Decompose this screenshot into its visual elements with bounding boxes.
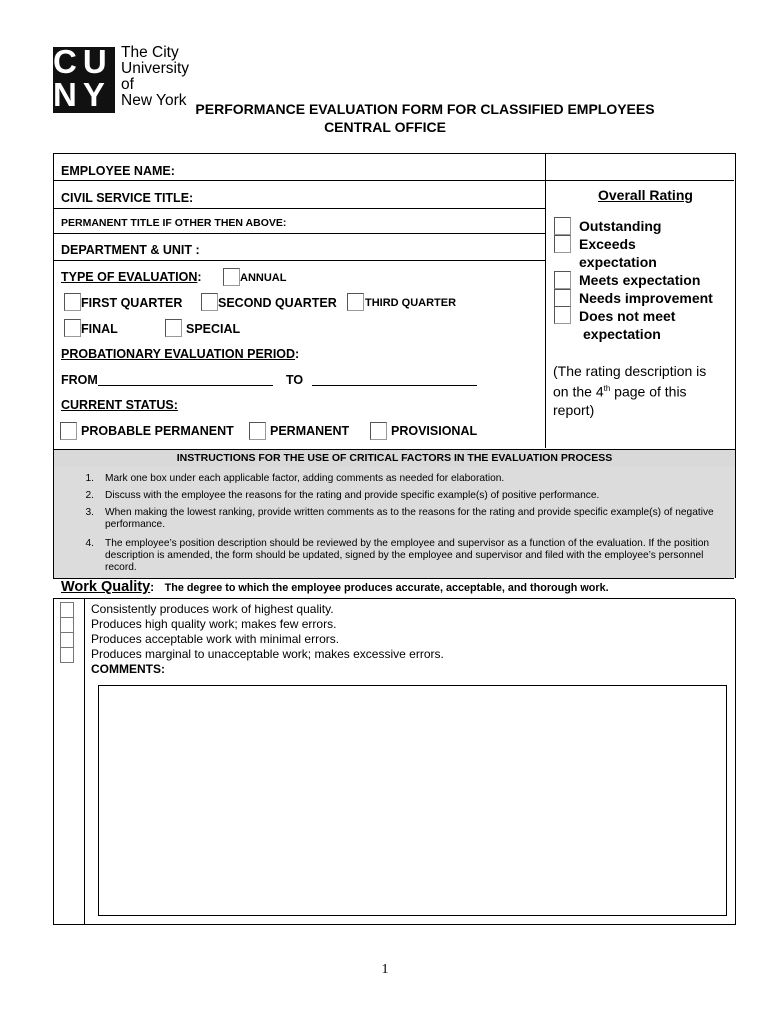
form-title-line1: PERFORMANCE EVALUATION FORM FOR CLASSIFIED EMPLOYEES xyxy=(195,101,655,117)
comments-label: COMMENTS: xyxy=(91,662,165,676)
work-quality-header: Work Quality: The degree to which the employee produces accurate, acceptable, and thorough work. xyxy=(61,579,609,595)
to-label: TO xyxy=(286,373,304,387)
does-not-meet-checkbox[interactable] xyxy=(554,306,571,324)
work-quality-option-4-checkbox[interactable] xyxy=(60,647,74,663)
type-of-evaluation-label: TYPE OF EVALUATION: xyxy=(61,270,202,284)
third-quarter-label: THIRD QUARTER xyxy=(365,297,457,309)
final-checkbox[interactable] xyxy=(64,319,81,337)
work-quality-option-1: Consistently produces work of highest quality. xyxy=(91,602,334,616)
exceeds-checkbox[interactable] xyxy=(554,235,571,253)
cuny-logo-text: The City University of New York xyxy=(121,44,190,109)
second-quarter-checkbox[interactable] xyxy=(201,293,218,311)
work-quality-option-4: Produces marginal to unacceptable work; makes excessive errors. xyxy=(91,647,444,661)
permanent-title-label[interactable]: PERMANENT TITLE IF OTHER THEN ABOVE: xyxy=(61,217,287,229)
first-quarter-label: FIRST QUARTER xyxy=(81,296,183,310)
column-divider xyxy=(545,153,546,448)
exceeds-label-line2: expectation xyxy=(579,254,657,270)
work-quality-checkbox-column xyxy=(84,599,85,924)
work-quality-option-3-checkbox[interactable] xyxy=(60,632,74,648)
special-checkbox[interactable] xyxy=(165,319,182,337)
first-quarter-checkbox[interactable] xyxy=(64,293,81,311)
probable-permanent-checkbox[interactable] xyxy=(60,422,77,440)
does-not-meet-label-line2: expectation xyxy=(583,326,661,342)
probable-permanent-label: PROBABLE PERMANENT xyxy=(81,424,234,438)
exceeds-label: Exceeds xyxy=(579,236,636,252)
special-label: SPECIAL xyxy=(186,322,241,336)
needs-improvement-checkbox[interactable] xyxy=(554,289,571,307)
current-status-label: CURRENT STATUS: xyxy=(61,398,178,412)
work-quality-option-3: Produces acceptable work with minimal errors. xyxy=(91,632,340,646)
work-quality-option-2-checkbox[interactable] xyxy=(60,617,74,633)
comments-textarea[interactable] xyxy=(98,685,727,916)
from-input-line[interactable] xyxy=(98,385,273,386)
department-unit-label[interactable]: DEPARTMENT & UNIT : xyxy=(61,243,200,257)
permanent-label: PERMANENT xyxy=(270,424,350,438)
provisional-checkbox[interactable] xyxy=(370,422,387,440)
work-quality-description: The degree to which the employee produces accurate, acceptable, and thorough work. xyxy=(164,582,609,594)
outstanding-checkbox[interactable] xyxy=(554,217,571,235)
work-quality-title: Work Quality xyxy=(61,579,151,595)
row-divider xyxy=(53,260,545,261)
meets-label: Meets expectation xyxy=(579,272,701,288)
civil-service-title-label[interactable]: CIVIL SERVICE TITLE: xyxy=(61,191,194,205)
outstanding-label: Outstanding xyxy=(579,218,662,234)
row-divider-right xyxy=(545,180,734,181)
rating-description-note: (The rating description is on the 4th page of this report) xyxy=(553,363,707,418)
does-not-meet-label: Does not meet xyxy=(579,308,676,324)
annual-label: ANNUAL xyxy=(240,272,287,284)
instructions-heading: INSTRUCTIONS FOR THE USE OF CRITICAL FACTORS IN THE EVALUATION PROCESS xyxy=(53,449,736,468)
meets-checkbox[interactable] xyxy=(554,271,571,289)
from-label: FROM xyxy=(61,373,98,387)
page-number: 1 xyxy=(381,962,389,977)
cuny-logo-letters: CU NY xyxy=(53,43,113,113)
work-quality-option-1-checkbox[interactable] xyxy=(60,602,74,618)
to-input-line[interactable] xyxy=(312,385,477,386)
permanent-checkbox[interactable] xyxy=(249,422,266,440)
third-quarter-checkbox[interactable] xyxy=(347,293,364,311)
overall-rating-heading: Overall Rating xyxy=(598,187,693,203)
row-divider xyxy=(53,208,545,209)
row-divider xyxy=(53,180,545,181)
form-title-line2: CENTRAL OFFICE xyxy=(324,119,446,135)
final-label: FINAL xyxy=(81,322,118,336)
probationary-period-label: PROBATIONARY EVALUATION PERIOD: xyxy=(61,347,300,361)
work-quality-option-2: Produces high quality work; makes few errors. xyxy=(91,617,337,631)
provisional-label: PROVISIONAL xyxy=(391,424,478,438)
needs-improvement-label: Needs improvement xyxy=(579,290,713,306)
second-quarter-label: SECOND QUARTER xyxy=(218,296,337,310)
annual-checkbox[interactable] xyxy=(223,268,240,286)
row-divider xyxy=(53,233,545,234)
employee-name-label: EMPLOYEE NAME: xyxy=(61,164,175,178)
